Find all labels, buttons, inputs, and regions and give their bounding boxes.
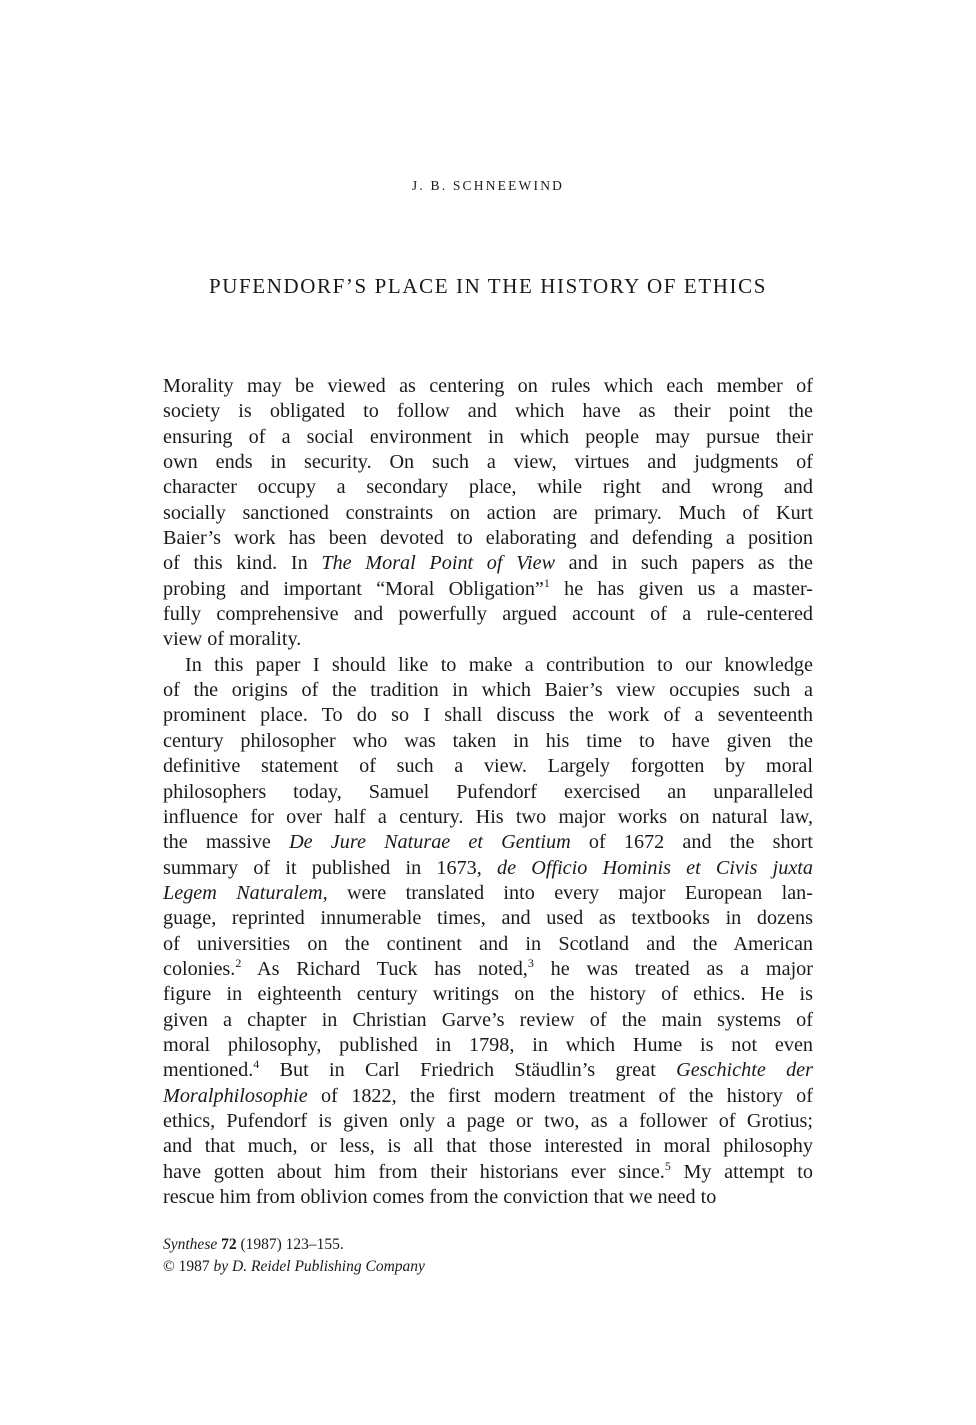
text-line: rescue him from oblivion comes from the conviction that we need to [163, 1186, 717, 1208]
footnote-marker: 1 [543, 575, 550, 590]
text-line: fully comprehensive and powerfully argued account of a rule-centered [163, 603, 813, 626]
copyright-year: 1987 [178, 1258, 210, 1275]
text-line: given a chapter in Christian Garve’s review of the main systems of [163, 1008, 813, 1031]
article-title: PUFENDORF’S PLACE IN THE HISTORY OF ETHICS [208, 274, 768, 298]
text-line: colonies.$^2$ As Richard Tuck has noted,$^3$ he was treated as a major [163, 955, 813, 980]
footnote-marker: 3 [527, 955, 534, 970]
text-line: figure in eighteenth century writings on the history of ethics. He is [163, 983, 813, 1006]
text-line: socially sanctioned constraints on action are primary. Much of Kurt [163, 501, 813, 524]
text-line: own ends in security. On such a view, virtues and judgments of [163, 451, 813, 474]
text-line: influence for over half a century. His two major works on natural law, [163, 805, 813, 828]
copyright-line [163, 1256, 763, 1278]
italic-title: Geschichte der [676, 1059, 814, 1082]
text-line: Morality may be viewed as centering on rules which each member of [163, 375, 813, 397]
text-line: probing and important “Moral Obligation”$^1$ he has given us a master- [163, 575, 813, 600]
italic-title: De Jure Naturae et Gentium [289, 831, 571, 854]
author-name: J. B. SCHNEEWIND [411, 178, 565, 193]
journal-name: Synthese [163, 1236, 218, 1253]
footnote-marker: 5 [664, 1158, 671, 1173]
text-line: of universities on the continent and in Scotland and the American [163, 932, 813, 955]
text-line: ensuring of a social environment in which people may pursue their [163, 425, 813, 448]
citation-pages: (1987) 123–155. [240, 1236, 344, 1253]
text-line: character occupy a secondary place, while right and wrong and [163, 476, 813, 499]
text-line: guage, reprinted innumerable times, and used as textbooks in dozens [163, 907, 813, 930]
paragraph [163, 374, 813, 653]
body-text [163, 374, 813, 1210]
footnote-marker: 4 [253, 1057, 260, 1072]
italic-title: Moralphilosophie [163, 1084, 308, 1107]
footer-citation [163, 1234, 763, 1278]
italic-title: de Officio Hominis et Civis juxta [497, 856, 813, 879]
text-line: definitive statement of such a view. Largely forgotten by moral [163, 755, 813, 778]
journal-volume: 72 [221, 1236, 237, 1253]
text-line: of this kind. In The Moral Point of View and in such papers as the [163, 552, 813, 575]
text-line: mentioned.$^4$ But in Carl Friedrich Stäudlin’s great Geschichte der [163, 1057, 814, 1082]
text-line: Legem Naturalem, were translated into every major European lan- [163, 881, 813, 904]
text-line: the massive De Jure Naturae et Gentium of 1672 and the short [163, 831, 813, 854]
publisher-name: by D. Reidel Publishing Company [213, 1258, 425, 1275]
text-line: of the origins of the tradition in which Baier’s view occupies such a [163, 679, 813, 702]
italic-title: The Moral Point of View [321, 552, 556, 575]
text-line: have gotten about him from their historians ever since.$^5$ My attempt to [163, 1158, 813, 1183]
italic-title: Legem Naturalem [163, 881, 323, 904]
journal-citation [163, 1234, 763, 1256]
text-line: summary of it published in 1673, de Officio Hominis et Civis juxta [163, 856, 813, 879]
text-line: view of morality. [163, 628, 302, 651]
footnote-marker: 2 [235, 955, 242, 970]
text-line: Moralphilosophie of 1822, the first modern treatment of the history of [163, 1084, 813, 1107]
text-line: society is obligated to follow and which have as their point the [163, 400, 813, 423]
text-line: ethics, Pufendorf is given only a page or two, as a follower of Grotius; [163, 1109, 813, 1132]
text-line: In this paper I should like to make a contribution to our knowledge [185, 653, 813, 676]
copyright-symbol: © [163, 1258, 175, 1275]
text-line: philosophers today, Samuel Pufendorf exercised an unparalleled [163, 780, 813, 803]
text-line: prominent place. To do so I shall discuss the work of a seventeenth [163, 704, 813, 727]
text-line: moral philosophy, published in 1798, in which Hume is not even [163, 1033, 813, 1056]
text-line: and that much, or less, is all that those interested in moral philosophy [163, 1135, 813, 1158]
text-line: Baier’s work has been devoted to elaborating and defending a position [163, 527, 813, 550]
paragraph [163, 653, 813, 1211]
text-line: century philosopher who was taken in his time to have given the [163, 729, 813, 752]
